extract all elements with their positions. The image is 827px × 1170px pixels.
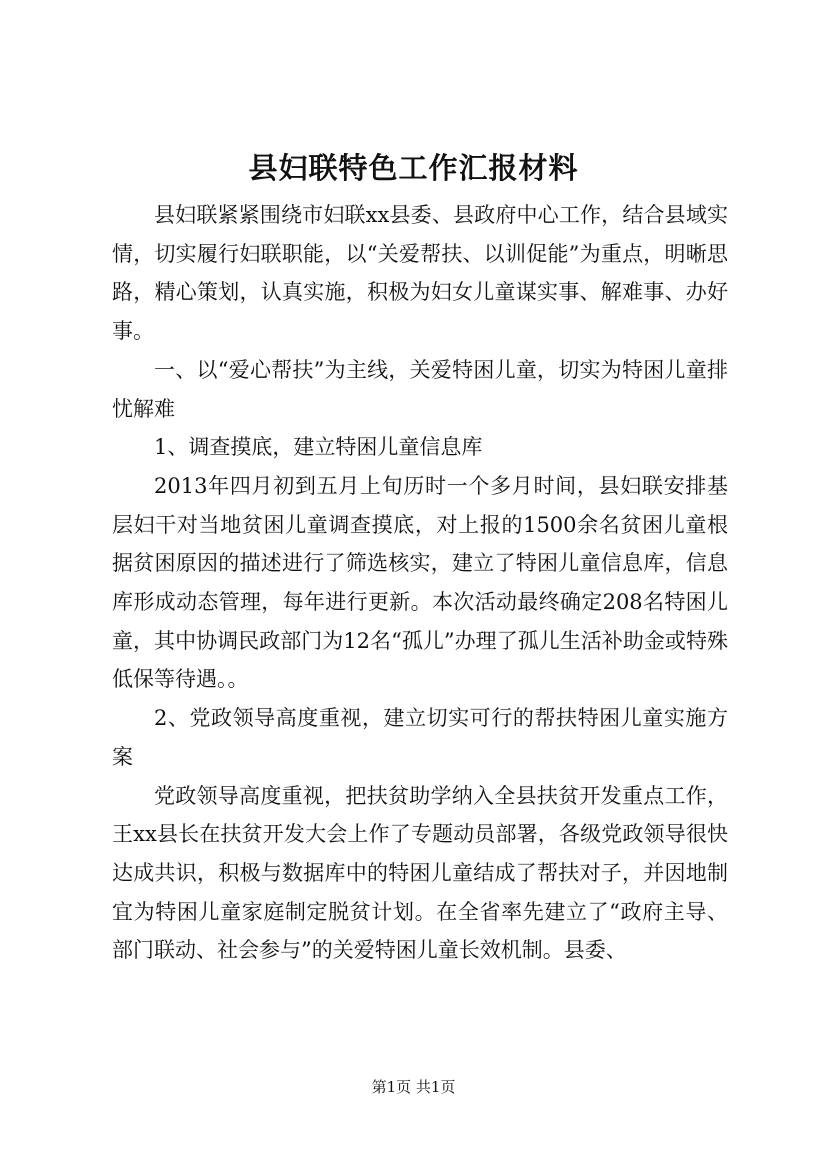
subsection-heading-1: 1、调查摸底，建立特困儿童信息库	[154, 435, 483, 460]
paragraph-intro: 县妇联紧紧围绕市妇联xx县委、县政府中心工作，结合县域实情，切实履行妇联职能，以“关爱帮扶、以训促能”为重点，明晰思路，精心策划，认真实施，积极为妇女儿童谋实事、解难事、办好事。	[112, 203, 728, 344]
document-title: 县妇联特色工作汇报材料	[248, 151, 579, 185]
page-footer	[0, 1077, 827, 1097]
subsection-heading-2: 2、党政领导高度重视，建立切实可行的帮扶特困儿童实施方案	[112, 706, 728, 769]
paragraph-survey: 2013年四月初到五月上旬历时一个多月时间，县妇联安排基层妇干对当地贫困儿童调查摸底，对上报的1500余名贫困儿童根据贫困原因的描述进行了筛选核实，建立了特困儿童信息库，信息库形成动态管理，每年进行更新。本次活动最终确定208名特困儿童，其中协调民政部门为12名“孤儿”办理了孤儿生活补助金或特殊低保等待遇。。	[112, 473, 728, 692]
page-number-label: 第1页 共1页	[371, 1078, 456, 1096]
paragraph-leadership: 党政领导高度重视，把扶贫助学纳入全县扶贫开发重点工作，王xx县长在扶贫开发大会上作了专题动员部署，各级党政领导很快达成共识，积极与数据库中的特困儿童结成了帮扶对子，并因地制宜为特困儿童家庭制定脱贫计划。在全省率先建立了“政府主导、部门联动、社会参与”的关爱特困儿童长效机制。县委、	[112, 783, 728, 963]
document-body	[112, 196, 728, 970]
section-heading-1: 一、以“爱心帮扶”为主线，关爱特困儿童，切实为特困儿童排忧解难	[112, 357, 728, 421]
